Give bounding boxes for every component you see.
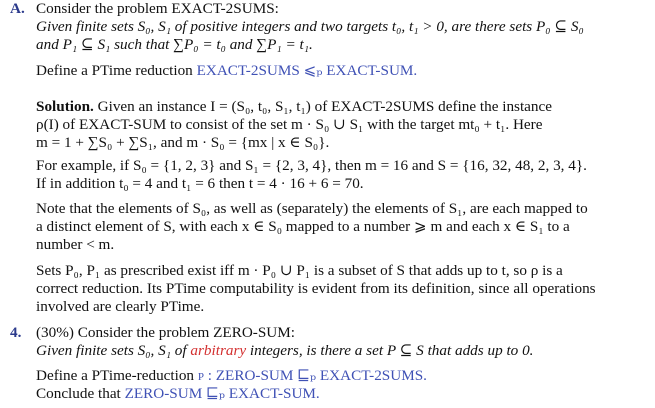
problem-a-question-line2: and P₁ ⊆ S₁ such that ∑P₀ = t₀ and ∑P₁ = t₁. — [36, 36, 313, 53]
solution-p4-l3: involved are clearly PTime. — [36, 298, 205, 315]
problem-4-label: 4. — [10, 324, 22, 341]
solution-p1-l1 — [36, 98, 552, 116]
problem-4-task2 — [36, 385, 320, 403]
problem-4-task2-math: ZERO-SUM ⊑ₚ EXACT-SUM. — [124, 385, 320, 402]
problem-4-question-a: Given finite sets S₀, S₁ of — [36, 342, 191, 359]
problem-4-task2-text: Conclude that — [36, 385, 125, 402]
solution-p3-l1: Note that the elements of S₀, as well as (separately) the elements of S₁, are each mapped to — [36, 200, 588, 217]
solution-p1-l2: ρ(I) of EXACT-SUM to consist of the set m · S₀ ∪ S₁ with the target mt₀ + t₁. Here — [36, 116, 543, 133]
problem-4-task1 — [36, 367, 427, 385]
problem-4-question-b: integers, is there a set P ⊆ S that adds up to 0. — [246, 342, 534, 359]
solution-p3-l2: a distinct element of S, with each x ∈ S₀ mapped to a number ⩾ m and each x ∈ S₁ to a — [36, 218, 570, 235]
problem-a-task-text: Define a PTime reduction — [36, 62, 197, 79]
solution-heading: Solution. — [36, 98, 94, 115]
solution-p2-l2: If in addition t₀ = 4 and t₁ = 6 then t = 4 · 16 + 6 = 70. — [36, 175, 364, 192]
problem-4-statement: (30%) Consider the problem ZERO-SUM: — [36, 324, 295, 341]
problem-a-label: A. — [10, 0, 25, 17]
solution-p1-l1-text: Given an instance I = (S₀, t₀, S₁, t₁) of EXACT-2SUMS define the instance — [97, 98, 552, 115]
problem-a-question-line1: Given finite sets S₀, S₁ of positive integers and two targets t₀, t₁ > 0, are there sets P₀ ⊆ S₀ — [36, 18, 584, 35]
problem-a-task — [36, 62, 417, 80]
solution-p4-l2: correct reduction. Its PTime computability is evident from its definition, since all operations — [36, 280, 596, 297]
problem-4-question — [36, 342, 533, 360]
solution-p3-l3: number < m. — [36, 236, 115, 253]
problem-4-task1-math: ρ : ZERO-SUM ⊑ₚ EXACT-2SUMS. — [197, 367, 427, 384]
problem-a-task-math: EXACT-2SUMS ⩽ₚ EXACT-SUM. — [196, 62, 418, 79]
problem-4-task1-text: Define a PTime-reduction — [36, 367, 198, 384]
solution-p4-l1: Sets P₀, P₁ as prescribed exist iff m · P₀ ∪ P₁ is a subset of S that adds up to t, so ρ is a — [36, 262, 563, 279]
solution-p2-l1: For example, if S₀ = {1, 2, 3} and S₁ = {2, 3, 4}, then m = 16 and S = {16, 32, 48, 2, 3, 4}. — [36, 157, 587, 174]
problem-4-question-highlight: arbitrary — [190, 342, 247, 359]
solution-p1-l3: m = 1 + ∑S₀ + ∑S₁, and m · S₀ = {mx | x ∈ S₀}. — [36, 134, 330, 151]
problem-a-statement: Consider the problem EXACT-2SUMS: — [36, 0, 279, 17]
